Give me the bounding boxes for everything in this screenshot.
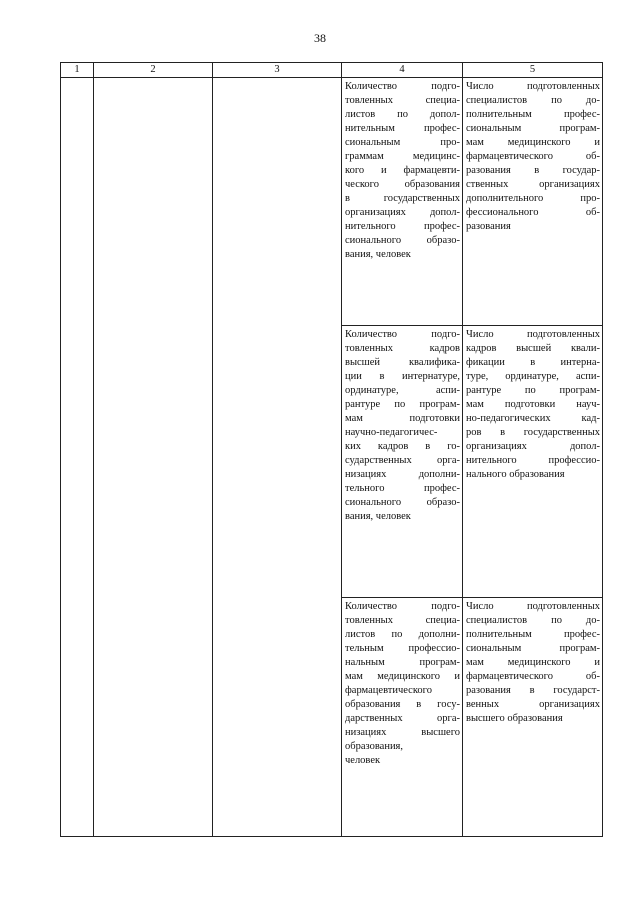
text-line: низациях высшего <box>345 727 460 738</box>
column-header-2: 2 <box>94 63 213 78</box>
method-text <box>463 598 602 726</box>
text-line: высшей квалифика- <box>345 357 460 368</box>
text-line: листов по дополни- <box>345 629 460 640</box>
text-line: сиональным програм- <box>466 123 600 134</box>
text-line: фармацевтического <box>345 685 432 696</box>
text-line: нального образования <box>466 469 565 480</box>
column-header-4: 4 <box>342 63 463 78</box>
text-line: дополнительного про- <box>466 193 600 204</box>
indicator-text <box>342 326 462 524</box>
data-table <box>60 62 603 837</box>
text-line: разования в государст- <box>466 685 600 696</box>
table-header-row <box>61 63 603 78</box>
text-line: высшего образования <box>466 713 563 724</box>
text-line: фессионального об- <box>466 207 600 218</box>
text-line: организациях допол- <box>466 441 600 452</box>
text-line: человек <box>345 755 381 766</box>
text-line: фармацевтического об- <box>466 151 600 162</box>
text-line: мам медицинского и <box>345 671 460 682</box>
text-line: образования, <box>345 741 404 752</box>
text-line: фармацевтического об- <box>466 671 600 682</box>
text-line: полнительным профес- <box>466 109 600 120</box>
method-cell <box>463 326 603 598</box>
text-line: специалистов по до- <box>466 95 600 106</box>
column-header-1: 1 <box>61 63 94 78</box>
indicator-text <box>342 78 462 262</box>
text-line: тельным профессио- <box>345 643 460 654</box>
text-line: сиональным про- <box>345 137 460 148</box>
table-row <box>61 78 603 326</box>
text-line: ственных организациях <box>466 179 600 190</box>
text-line: нальным програм- <box>345 657 460 668</box>
cell-col2-empty <box>94 78 213 837</box>
cell-col3-empty <box>213 78 342 837</box>
text-line: товленных специа- <box>345 615 460 626</box>
text-line: нительного профессио- <box>466 455 600 466</box>
text-line: ции в интернатуре, <box>345 371 460 382</box>
text-line: рантуре по програм- <box>466 385 600 396</box>
text-line: низациях дополни- <box>345 469 460 480</box>
text-line: специалистов по до- <box>466 615 600 626</box>
text-line: мам подготовки науч- <box>466 399 600 410</box>
text-line: ординатуре, аспи- <box>345 385 460 396</box>
text-line: разования <box>466 221 511 232</box>
text-line: нительного профес- <box>345 221 460 232</box>
text-line: кадров высшей квали- <box>466 343 600 354</box>
indicator-cell <box>342 78 463 326</box>
text-line: научно-педагогичес- <box>345 427 438 438</box>
text-line: товленных специа- <box>345 95 460 106</box>
text-line: сионального образо- <box>345 235 460 246</box>
text-line: сударственных орга- <box>345 455 460 466</box>
page-number: 38 <box>314 31 326 45</box>
text-line: вания, человек <box>345 249 411 260</box>
text-line: нительным профес- <box>345 123 460 134</box>
text-line: фикации в интерна- <box>466 357 600 368</box>
text-line: ров в государственных <box>466 427 600 438</box>
text-line: Количество подго- <box>345 81 460 92</box>
text-line: кого и фармацевти- <box>345 165 460 176</box>
text-line: дарственных орга- <box>345 713 460 724</box>
method-text <box>463 78 602 234</box>
column-header-3: 3 <box>213 63 342 78</box>
column-header-5: 5 <box>463 63 603 78</box>
text-line: образования в госу- <box>345 699 460 710</box>
text-line: Число подготовленных <box>466 329 600 340</box>
text-line: Число подготовленных <box>466 81 600 92</box>
text-line: мам медицинского и <box>466 657 600 668</box>
indicator-cell <box>342 598 463 837</box>
text-line: но-педагогических кад- <box>466 413 600 424</box>
indicator-text <box>342 598 462 768</box>
text-line: тельного профес- <box>345 483 460 494</box>
text-line: мам подготовки <box>345 413 460 424</box>
text-line: сиональным програм- <box>466 643 600 654</box>
text-line: вания, человек <box>345 511 411 522</box>
text-line: Число подготовленных <box>466 601 600 612</box>
text-line: товленных кадров <box>345 343 460 354</box>
text-line: разования в государ- <box>466 165 600 176</box>
method-text <box>463 326 602 482</box>
text-line: мам медицинского и <box>466 137 600 148</box>
cell-col1-empty <box>61 78 94 837</box>
text-line: полнительным профес- <box>466 629 600 640</box>
method-cell <box>463 78 603 326</box>
method-cell <box>463 598 603 837</box>
text-line: организациях допол- <box>345 207 460 218</box>
text-line: в государственных <box>345 193 460 204</box>
text-line: ческого образования <box>345 179 460 190</box>
text-line: сионального образо- <box>345 497 460 508</box>
text-line: туре, ординатуре, аспи- <box>466 371 600 382</box>
indicator-cell <box>342 326 463 598</box>
text-line: листов по допол- <box>345 109 460 120</box>
text-line: венных организациях <box>466 699 600 710</box>
text-line: рантуре по програм- <box>345 399 460 410</box>
text-line: Количество подго- <box>345 601 460 612</box>
text-line: граммам медицинс- <box>345 151 460 162</box>
text-line: ких кадров в го- <box>345 441 460 452</box>
text-line: Количество подго- <box>345 329 460 340</box>
